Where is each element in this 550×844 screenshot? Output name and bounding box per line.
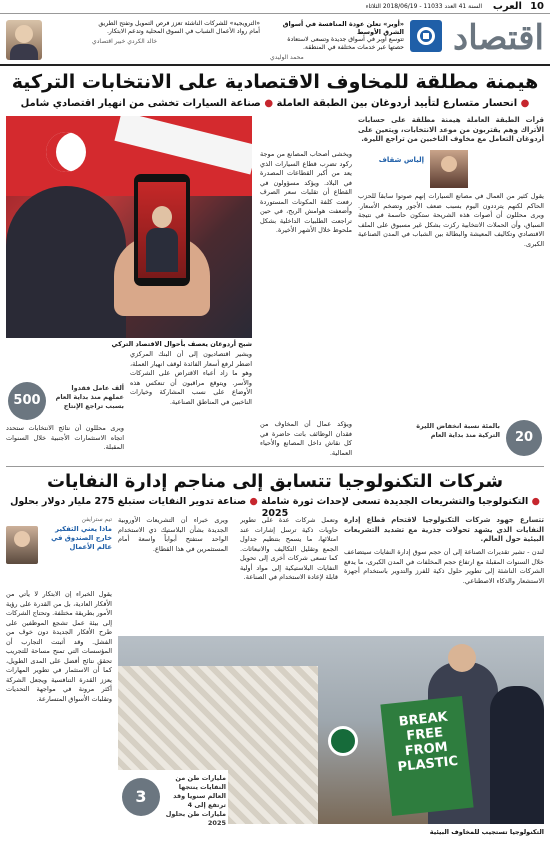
protest-sign-text: BREAK FREE FROM PLASTIC bbox=[397, 709, 459, 776]
dateline: السنة 41 العدد 11033 - 2018/06/19 الثلاثاء bbox=[365, 3, 482, 10]
bullet-icon: ● bbox=[531, 496, 540, 507]
author-photo bbox=[430, 150, 468, 188]
top-line bbox=[0, 0, 550, 14]
story1-photo bbox=[6, 116, 252, 338]
teaser-body: «الترويجية» للشركات الناشئة تعزز فرص التمويل وتفتح الطريق أمام رواد الأعمال الشباب في السوق المحلية وتدعم الابتكار. bbox=[98, 20, 260, 35]
page-number: 10 bbox=[530, 1, 544, 12]
stat-number: 20 bbox=[506, 420, 542, 456]
story1-column-3: ويشير اقتصاديون إلى أن البنك المركزي اضطر لرفع أسعار الفائدة لوقف انهيار العملة، وهو ما زاد أعباء الاقتراض على الشركات والأسر. ويتوقع مراقبون أن تنعكس هذه الأوضاع على نسب المشاركة وخيارات الناخبين في المناطق الصناعية. bbox=[130, 350, 252, 406]
story2-subhead-1: التكنولوجيا والتشريعات الجديدة تسعى لإحداث ثورة شاملة bbox=[261, 496, 529, 507]
story1-byline bbox=[358, 150, 468, 190]
story1-column-1: يقول كثير من العمال في مصانع السيارات إنهم صوتوا سابقاً للحزب الحاكم لكنهم يترددون اليوم بسبب ضعف الأجور وتضخم الأسعار. ويرى محللون أن أصوات هذه الشريحة ستكون حاسمة في نتيجة السباق، وأن الحملات الانتخابية ركزت بشكل غير مسبوق على الملف الاقتصادي وتكاليف المعيشة والبطالة بين الشباب في المدن الصناعية الكبرى. bbox=[358, 192, 544, 248]
bullet-icon: ● bbox=[249, 496, 258, 507]
story1-subhead-2: صناعة السيارات تخشى من انهيار اقتصادي شامل bbox=[20, 98, 261, 109]
story1-column-2: ويخشى أصحاب المصانع من موجة ركود تضرب قطاع السيارات الذي يعد من أكبر القطاعات المصدرة في البلاد. ويؤكد مسؤولون في القطاع أن تقلبات سعر الصرف رفعت كلفة المكونات المستوردة وأضعفت هوامش الربح، في حين تراجعت الطلبيات الداخلية بشكل ملحوظ خلال الأشهر الأخيرة. bbox=[260, 150, 352, 234]
stat-box-3 bbox=[118, 770, 228, 826]
phone-icon bbox=[134, 174, 190, 286]
author-name: إلياس شقاف bbox=[378, 156, 424, 164]
protester-figure-2 bbox=[490, 686, 544, 824]
story2-photo-caption: التكنولوجيا تستجيب للمخاوف البيئية bbox=[429, 828, 544, 836]
bullet-icon: ● bbox=[264, 98, 274, 109]
teaser-uber[interactable] bbox=[270, 20, 404, 62]
teaser-author: محمد الوليدي bbox=[270, 54, 304, 61]
story1-subheads bbox=[6, 97, 544, 111]
stat-text: مليارات طن من النفايات ينتجها العالم سنويا وقد ترتفع إلى 4 مليارات طن بحلول 2025 bbox=[165, 774, 226, 827]
story1-photo-caption: شبح أردوغان يعصف بأحوال الاقتصاد التركي bbox=[111, 340, 252, 348]
stat-box-20 bbox=[358, 418, 544, 462]
bullet-icon: ● bbox=[520, 98, 530, 109]
story2-column-1: لندن - تشير تقديرات الصناعة إلى أن حجم سوق إدارة النفايات سيتضاعف خلال السنوات المقبلة مع ارتفاع حجم المخلفات في المدن الكبرى، ما يدفع الشركات الناشئة إلى تطوير حلول ذكية للفرز والتدوير باستخدام أجهزة الاستشعار والذكاء الاصطناعي. bbox=[344, 548, 544, 585]
opinion-title: ماذا يعني التفكير خارج الصندوق في عالم الأعمال bbox=[51, 525, 112, 551]
opinion-author-photo bbox=[6, 526, 38, 564]
story1-headline[interactable]: هيمنة مطلقة للمخاوف الاقتصادية على الانتخابات التركية bbox=[11, 71, 539, 93]
stat-text: ألف عامل فقدوا عملهم منذ بداية العام بسبب تراجع الإنتاج bbox=[55, 384, 124, 410]
story2-column-3: ويرى خبراء أن التشريعات الأوروبية الجديدة بشأن البلاستيك ذي الاستخدام الواحد ستفتح أبواباً واسعة أمام المستثمرين في هذا القطاع. bbox=[118, 516, 228, 553]
teaser-startups[interactable] bbox=[92, 20, 260, 46]
stat-number: 500 bbox=[8, 382, 46, 420]
protest-sign bbox=[380, 696, 473, 816]
story2-lead: تتسارع جهود شركات التكنولوجيا لاقتحام قطاع إدارة النفايات الذي يشهد تحولات جذرية مع تشديد التشريعات البيئية حول العالم. bbox=[344, 516, 544, 543]
opinion-body: يقول الخبراء إن الابتكار لا يأتي من الأفكار العادية، بل من القدرة على رؤية الأمور بطريقة مختلفة. وتحتاج الشركات إلى بيئة عمل تشجع الموظفين على طرح الأفكار الجديدة دون خوف من الفشل. وقد أثبتت التجارب أن المؤسسات التي تمنح مساحة للتجريب تحقق نتائج أفضل على المدى الطويل، كما أن الاستثمار في تطوير المهارات يعزز القدرة التنافسية ويجعل الشركة أكثر مرونة في مواجهة التحديات وتقلبات الأسواق المتسارعة. bbox=[6, 590, 112, 703]
stat-number: 3 bbox=[122, 778, 160, 816]
story1-lead: قرأت الطبقة العاملة هيمنة مطلقة على حسابات الأتراك وهم يقتربون من موعد الانتخابات، ويتعين على أردوغان التعامل مع مخاوف الناخبين من تراجع الليرة. bbox=[358, 116, 544, 143]
opinion-author: تيم سترايفن bbox=[81, 516, 112, 523]
story1-column-4: ويؤكد عمال أن المخاوف من فقدان الوظائف باتت حاضرة في كل نقاش داخل المصانع والأحياء العمالية. bbox=[260, 420, 352, 457]
opinion-box[interactable] bbox=[6, 516, 112, 586]
section-divider bbox=[6, 466, 544, 467]
masthead bbox=[0, 16, 550, 66]
story1-subhead-1: انحسار متسارع لتأييد أردوغان بين الطبقة العاملة bbox=[276, 98, 518, 109]
story2-subhead-2: صناعة تدوير النفايات ستبلغ 275 مليار دولار بحلول 2025 bbox=[10, 496, 289, 519]
supporter-figure bbox=[6, 186, 126, 338]
coffee-logo-icon bbox=[328, 726, 358, 756]
teaser-body: تتوسع أوبر في أسواق جديدة وتسعى لاستعادة حصتها عبر خدمات مختلفة في المنطقة. bbox=[287, 36, 404, 51]
story1-column-5: ويرى محللون أن نتائج الانتخابات ستحدد اتجاه الاستثمارات الأجنبية خلال السنوات المقبلة. bbox=[6, 424, 124, 451]
story2-headline[interactable]: شركات التكنولوجيا تتسابق إلى مناجم إدارة النفايات bbox=[46, 471, 504, 492]
section-title: اقتصاد bbox=[453, 18, 544, 58]
uber-logo-icon bbox=[410, 20, 442, 52]
paper-name: العرب bbox=[492, 1, 522, 12]
stat-text: بالمئة نسبة انخفاض الليرة التركية منذ بداية العام bbox=[416, 422, 500, 439]
story2-column-2: وتعمل شركات عدة على تطوير حاويات ذكية ترسل إشارات عند امتلائها، ما يسمح بتنظيم جداول الجمع وتقليل التكاليف والانبعاثات. كما تسعى شركات أخرى إلى تحويل النفايات البلاستيكية إلى مواد أولية قابلة لإعادة الاستخدام في الصناعة. bbox=[240, 516, 338, 581]
columnist-photo bbox=[6, 20, 42, 60]
teaser-title: «أوبر» تعلن عودة المنافسة في أسواق الشرق الأوسط bbox=[282, 20, 404, 36]
stat-box-500 bbox=[6, 382, 124, 422]
teaser-author: خالد الكردي خبير اقتصادي bbox=[92, 38, 158, 45]
